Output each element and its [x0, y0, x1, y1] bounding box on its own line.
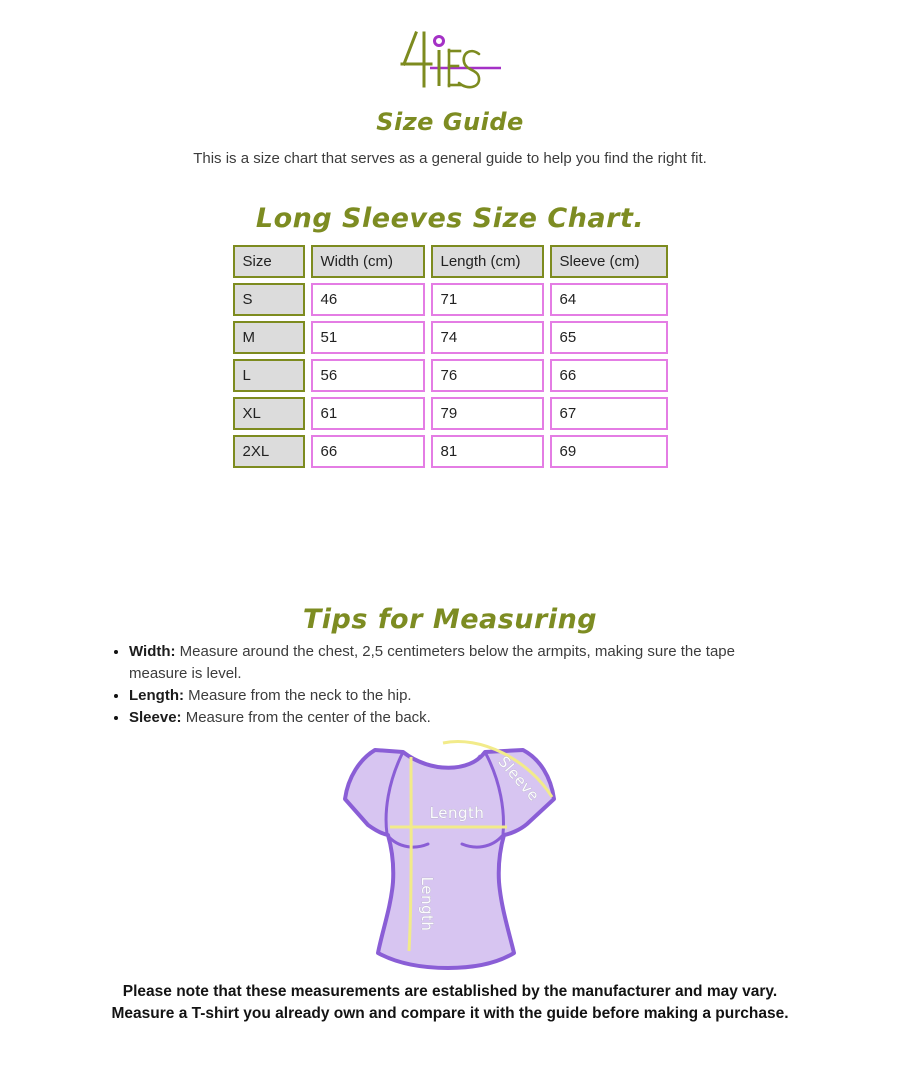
logo-i-dot — [435, 37, 444, 46]
value-cell: 56 — [311, 359, 425, 392]
horizontal-measure-label: Length — [429, 804, 485, 822]
table-row — [233, 397, 668, 430]
value-cell: 74 — [431, 321, 544, 354]
value-cell: 71 — [431, 283, 544, 316]
column-header-sleeve: Sleeve (cm) — [550, 245, 668, 278]
value-cell: 64 — [550, 283, 668, 316]
tip-text: Measure from the center of the back. — [181, 709, 431, 726]
value-cell: 79 — [431, 397, 544, 430]
value-cell: 61 — [311, 397, 425, 430]
size-cell: XL — [233, 397, 305, 430]
intro-text: This is a size chart that serves as a general guide to help you find the right fit. — [193, 150, 707, 167]
value-cell: 66 — [311, 435, 425, 468]
note-line-1: Please note that these measurements are established by the manufacturer and may vary. — [122, 983, 778, 1000]
size-cell: S — [233, 283, 305, 316]
tip-text: Measure around the chest, 2,5 centimeters below the armpits, making sure the tape measure is level. — [129, 643, 735, 682]
value-cell: 46 — [311, 283, 425, 316]
disclaimer-note — [0, 981, 900, 1025]
note-line-2: Measure a T-shirt you already own and compare it with the guide before making a purchase. — [111, 1005, 789, 1022]
size-cell: 2XL — [233, 435, 305, 468]
column-header-length: Length (cm) — [431, 245, 544, 278]
tip-item-sleeve — [129, 707, 789, 729]
size-cell: L — [233, 359, 305, 392]
tip-label: Length: — [129, 687, 184, 704]
tip-item-length — [129, 685, 789, 707]
brand-logo — [395, 28, 505, 90]
table-row — [233, 435, 668, 468]
table-header-row — [233, 245, 668, 278]
table-row — [233, 321, 668, 354]
size-cell: M — [233, 321, 305, 354]
value-cell: 67 — [550, 397, 668, 430]
tips-list — [111, 641, 789, 729]
tshirt-diagram — [330, 737, 570, 977]
sleeve-measure-label: Sleeve — [494, 752, 544, 805]
logo-letter-4 — [402, 33, 431, 86]
value-cell: 76 — [431, 359, 544, 392]
tip-label: Width: — [129, 643, 176, 660]
value-cell: 66 — [550, 359, 668, 392]
page-title: Size Guide — [376, 108, 524, 136]
column-header-size: Size — [233, 245, 305, 278]
table-row — [233, 359, 668, 392]
value-cell: 81 — [431, 435, 544, 468]
value-cell: 51 — [311, 321, 425, 354]
value-cell: 65 — [550, 321, 668, 354]
tips-heading: Tips for Measuring — [302, 604, 598, 635]
size-chart-table — [227, 240, 674, 473]
vertical-measure-label: Length — [418, 876, 436, 932]
tip-item-width — [129, 641, 789, 685]
value-cell: 69 — [550, 435, 668, 468]
column-header-width: Width (cm) — [311, 245, 425, 278]
size-chart-heading: Long Sleeves Size Chart. — [255, 203, 645, 234]
table-row — [233, 283, 668, 316]
tip-text: Measure from the neck to the hip. — [183, 687, 412, 704]
tip-label: Sleeve: — [129, 709, 182, 726]
